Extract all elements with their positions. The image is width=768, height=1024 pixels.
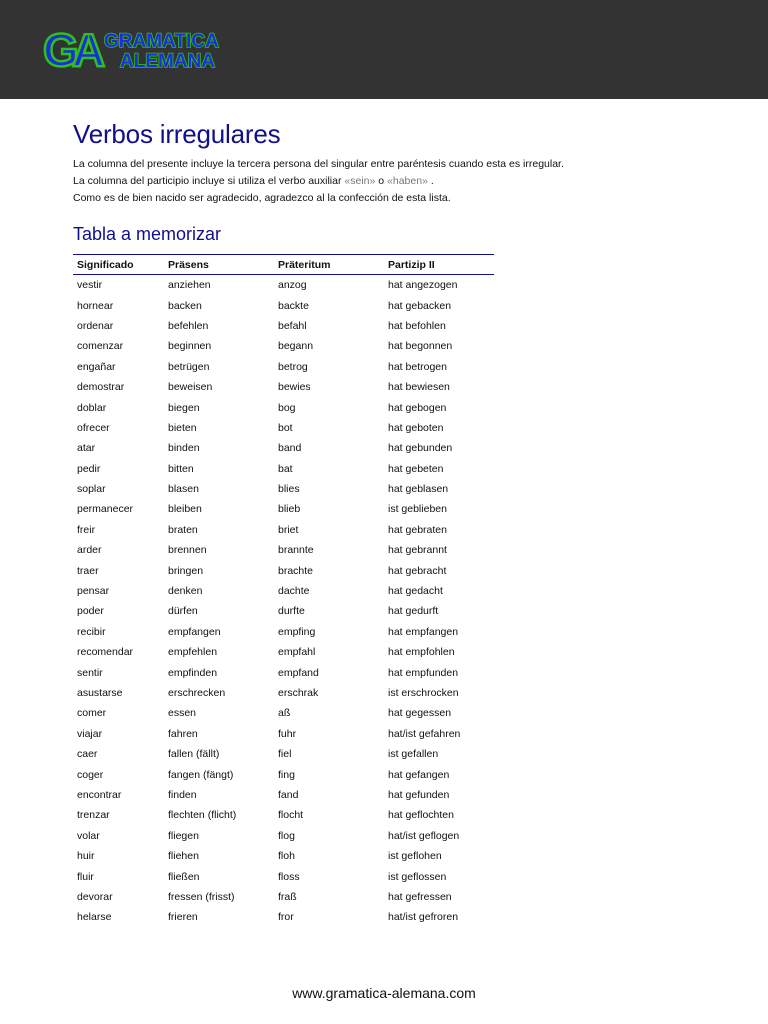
cell-prasens: empfinden (168, 666, 218, 679)
table-header-row (73, 255, 494, 275)
cell-prasens: fliegen (168, 829, 199, 842)
table-row (73, 581, 494, 601)
cell-partizip: hat gefressen (388, 890, 452, 903)
cell-prateritum: begann (278, 340, 314, 353)
cell-significado: comenzar (77, 340, 124, 353)
cell-partizip: hat gebunden (388, 442, 453, 455)
cell-significado: engañar (77, 360, 116, 373)
cell-partizip: hat empfangen (388, 625, 459, 638)
cell-prasens: fliehen (168, 850, 199, 863)
table-row (73, 724, 494, 744)
cell-prateritum: floss (278, 870, 300, 883)
cell-prateritum: flog (278, 829, 295, 842)
cell-prasens: befehlen (168, 319, 209, 332)
cell-partizip: hat gebraten (388, 523, 447, 536)
cell-partizip: ist gefallen (388, 748, 439, 761)
section-title: Tabla a memorizar (73, 224, 222, 244)
table-row (73, 764, 494, 784)
table-body (73, 275, 494, 928)
cell-prateritum: empfand (278, 666, 319, 679)
table-row (73, 785, 494, 805)
cell-significado: viajar (77, 727, 103, 740)
cell-partizip: hat geflochten (388, 809, 454, 822)
cell-partizip: hat/ist gefahren (388, 727, 461, 740)
table-row (73, 418, 494, 438)
cell-partizip: hat betrogen (388, 360, 447, 373)
verbs-table (73, 254, 494, 928)
table-row (73, 826, 494, 846)
cell-significado: soplar (77, 483, 106, 496)
cell-prasens: biegen (168, 401, 200, 414)
cell-prasens: essen (168, 707, 197, 720)
cell-prateritum: fror (278, 911, 294, 924)
cell-prateritum: blies (278, 483, 300, 496)
table-row (73, 805, 494, 825)
table-row (73, 642, 494, 662)
table-row (73, 275, 494, 296)
cell-prasens: brennen (168, 544, 207, 557)
table-row (73, 438, 494, 458)
cell-significado: traer (77, 564, 99, 577)
cell-prateritum: durfte (278, 605, 305, 618)
cell-prateritum: bat (278, 462, 293, 475)
cell-significado: comer (77, 707, 107, 720)
cell-prateritum: anzog (278, 279, 307, 292)
cell-partizip: hat geboten (388, 421, 444, 434)
cell-significado: recibir (77, 625, 106, 638)
cell-prasens: binden (168, 442, 200, 455)
cell-partizip: hat empfohlen (388, 646, 455, 659)
cell-significado: freir (77, 523, 96, 536)
table-row (73, 316, 494, 336)
main-content (73, 118, 713, 245)
keyword-sein: «sein» (344, 175, 376, 187)
cell-prasens: finden (168, 788, 197, 801)
cell-prateritum: floh (278, 850, 295, 863)
cell-partizip: hat gebrannt (388, 544, 447, 557)
cell-significado: poder (77, 605, 104, 618)
cell-partizip: hat angezogen (388, 279, 458, 292)
cell-prasens: fahren (168, 727, 198, 740)
cell-prateritum: fand (278, 788, 299, 801)
table-row (73, 295, 494, 315)
cell-partizip: hat gedacht (388, 585, 443, 598)
cell-partizip: hat gefunden (388, 788, 450, 801)
cell-prateritum: dachte (278, 585, 310, 598)
cell-prasens: bitten (168, 462, 194, 475)
cell-partizip: hat/ist geflogen (388, 829, 460, 842)
table-row (73, 540, 494, 560)
cell-prateritum: fuhr (278, 727, 297, 740)
logo-mark-g: G (43, 26, 79, 72)
cell-prateritum: flocht (278, 809, 304, 822)
cell-prateritum: erschrak (278, 687, 319, 699)
cell-significado: pensar (77, 585, 110, 598)
cell-partizip: hat befohlen (388, 319, 446, 332)
column-header-prasens: Präsens (164, 255, 274, 275)
cell-prasens: bieten (168, 421, 197, 434)
cell-prasens: flechten (flicht) (168, 809, 237, 822)
cell-significado: helarse (77, 911, 112, 924)
cell-partizip: hat begonnen (388, 340, 453, 353)
cell-significado: demostrar (77, 381, 125, 394)
cell-prasens: beweisen (168, 381, 213, 394)
column-header-partizip: Partizip II (384, 255, 494, 275)
cell-prasens: denken (168, 585, 203, 598)
cell-partizip: hat bewiesen (388, 381, 450, 394)
cell-partizip: hat gegessen (388, 707, 452, 720)
page-title: Verbos irregulares (73, 119, 281, 149)
cell-prateritum: brachte (278, 564, 314, 577)
cell-prateritum: fraß (278, 890, 297, 903)
table-row (73, 866, 494, 886)
logo-text-alemana: ALEMANA (120, 51, 215, 72)
column-header-significado: Significado (73, 255, 164, 275)
cell-prateritum: empfahl (278, 646, 316, 659)
cell-prasens: empfehlen (168, 646, 218, 659)
cell-prasens: frieren (168, 911, 198, 924)
table-row (73, 662, 494, 682)
table-row (73, 887, 494, 907)
cell-partizip: hat gebogen (388, 401, 447, 414)
cell-significado: huir (77, 850, 95, 863)
cell-partizip: hat geblasen (388, 483, 449, 496)
intro-line-1: La columna del presente incluye la tercera persona del singular entre paréntesis cuando esta es irregular. (73, 158, 564, 170)
logo-mark-a: A (72, 26, 106, 72)
column-header-prateritum: Präteritum (274, 255, 384, 275)
table-row (73, 601, 494, 621)
cell-significado: coger (77, 768, 104, 781)
cell-significado: doblar (77, 401, 107, 414)
cell-prasens: fließen (168, 870, 200, 883)
cell-significado: recomendar (77, 646, 134, 659)
logo-graphic (42, 26, 242, 72)
cell-prasens: fallen (fällt) (168, 748, 220, 761)
cell-partizip: ist geflohen (388, 850, 442, 863)
cell-significado: hornear (77, 299, 114, 312)
cell-significado: sentir (77, 666, 103, 679)
cell-significado: trenzar (77, 809, 110, 822)
cell-prasens: backen (168, 299, 202, 312)
cell-prasens: fressen (frisst) (168, 890, 235, 903)
cell-partizip: ist geflossen (388, 870, 447, 883)
logo-text-gramatica: GRAMATICA (104, 31, 219, 52)
table-row (73, 703, 494, 723)
cell-prasens: erschrecken (168, 687, 226, 699)
intro-line-2 (73, 173, 713, 190)
cell-prateritum: aß (278, 707, 291, 720)
intro-line-2-mid: o (375, 175, 388, 187)
site-logo[interactable] (42, 26, 242, 72)
cell-prasens: braten (168, 523, 198, 536)
cell-prateritum: fing (278, 768, 295, 781)
cell-prateritum: bot (278, 421, 293, 434)
cell-prateritum: befahl (278, 319, 307, 332)
intro-line-2-suffix: . (427, 175, 434, 187)
cell-prateritum: backte (278, 299, 309, 312)
table-row (73, 907, 494, 927)
cell-significado: devorar (77, 890, 113, 903)
table-row (73, 560, 494, 580)
cell-prateritum: fiel (278, 748, 292, 761)
table-row (73, 459, 494, 479)
cell-prateritum: bog (278, 401, 296, 414)
cell-partizip: ist geblieben (388, 503, 447, 516)
cell-partizip: hat gebacken (388, 299, 452, 312)
cell-significado: vestir (77, 279, 103, 292)
cell-prasens: anziehen (168, 279, 211, 292)
footer-url[interactable]: www.gramatica-alemana.com (292, 985, 476, 1001)
cell-significado: caer (77, 748, 98, 761)
cell-significado: encontrar (77, 788, 122, 801)
cell-significado: arder (77, 544, 102, 557)
table-row (73, 622, 494, 642)
site-header (0, 0, 768, 99)
cell-significado: volar (77, 829, 100, 842)
cell-partizip: hat gefangen (388, 768, 450, 781)
cell-prateritum: betrog (278, 360, 308, 373)
cell-significado: atar (77, 442, 96, 455)
table-row (73, 846, 494, 866)
cell-prasens: bringen (168, 564, 204, 577)
cell-prateritum: brannte (278, 544, 314, 557)
cell-prasens: blasen (168, 483, 199, 496)
cell-partizip: ist erschrocken (388, 687, 459, 699)
cell-prasens: betrügen (168, 360, 210, 373)
cell-prasens: bleiben (168, 503, 202, 516)
table-row (73, 744, 494, 764)
table-row (73, 520, 494, 540)
table-row (73, 377, 494, 397)
cell-prateritum: band (278, 442, 302, 455)
cell-significado: asustarse (77, 687, 123, 699)
table-row (73, 336, 494, 356)
table-row (73, 683, 494, 703)
cell-prasens: empfangen (168, 625, 221, 638)
table-row (73, 397, 494, 417)
cell-prateritum: blieb (278, 503, 301, 516)
cell-prasens: dürfen (168, 605, 198, 618)
cell-prateritum: briet (278, 523, 299, 536)
intro-text (73, 156, 713, 207)
cell-partizip: hat gedurft (388, 605, 439, 618)
table-row (73, 499, 494, 519)
cell-significado: ofrecer (77, 421, 110, 434)
cell-significado: ordenar (77, 319, 114, 332)
cell-prasens: beginnen (168, 340, 212, 353)
keyword-haben: «haben» (387, 175, 428, 187)
cell-partizip: hat gebracht (388, 564, 447, 577)
cell-partizip: hat/ist gefroren (388, 911, 459, 924)
cell-prateritum: empfing (278, 625, 316, 638)
intro-line-3: Como es de bien nacido ser agradecido, agradezco al la confección de esta lista. (73, 192, 451, 204)
cell-prateritum: bewies (278, 381, 311, 394)
table-row (73, 357, 494, 377)
cell-significado: fluir (77, 870, 94, 883)
table-row (73, 479, 494, 499)
cell-significado: pedir (77, 462, 101, 475)
cell-significado: permanecer (77, 503, 134, 516)
cell-partizip: hat empfunden (388, 666, 459, 679)
intro-line-2-prefix: La columna del participio incluye si utiliza el verbo auxiliar (73, 175, 345, 187)
cell-prasens: fangen (fängt) (168, 768, 234, 781)
cell-partizip: hat gebeten (388, 462, 444, 475)
